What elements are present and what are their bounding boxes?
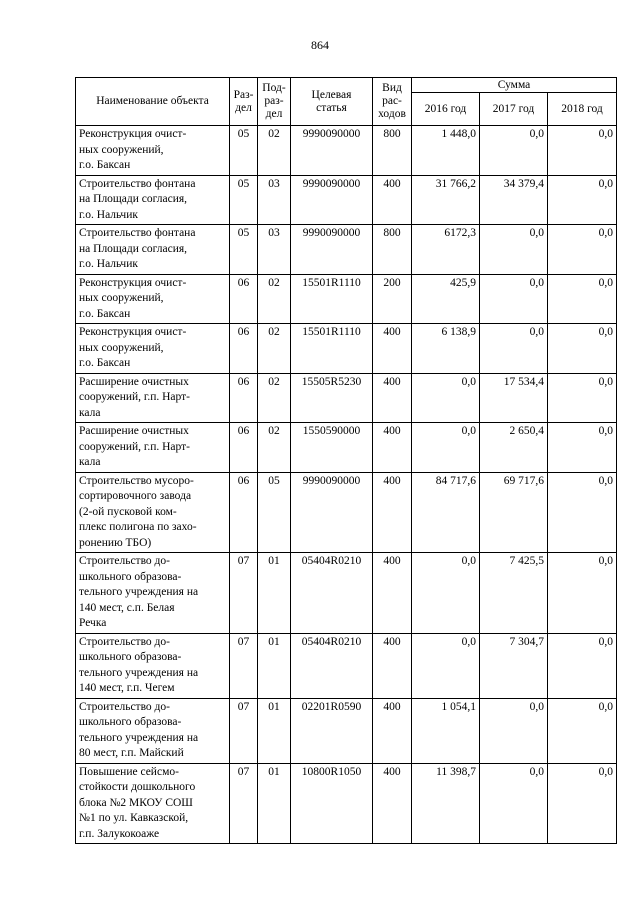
cell-podrazdel: 01: [258, 633, 291, 698]
cell-target: 9990090000: [291, 126, 373, 176]
header-razdel: Раз- дел: [230, 78, 258, 126]
table-row: [76, 472, 617, 553]
cell-y2016: 1 054,1: [412, 698, 480, 763]
cell-razdel: 07: [230, 633, 258, 698]
header-vid: Вид рас- ходов: [373, 78, 412, 126]
cell-podrazdel: 02: [258, 126, 291, 176]
cell-podrazdel: 02: [258, 324, 291, 374]
cell-podrazdel: 01: [258, 698, 291, 763]
cell-y2017: 0,0: [480, 324, 548, 374]
header-2016: 2016 год: [412, 93, 480, 126]
table-row: [76, 373, 617, 423]
cell-podrazdel: 02: [258, 274, 291, 324]
cell-y2017: 69 717,6: [480, 472, 548, 553]
cell-razdel: 06: [230, 274, 258, 324]
cell-podrazdel: 01: [258, 553, 291, 634]
cell-y2016: 0,0: [412, 373, 480, 423]
cell-y2016: 425,9: [412, 274, 480, 324]
cell-y2018: 0,0: [548, 324, 617, 374]
cell-y2017: 2 650,4: [480, 423, 548, 473]
table-row: [76, 225, 617, 275]
cell-name: Строительство до- школьного образова- тельного учреждения на 140 мест, г.п. Чегем: [76, 633, 230, 698]
cell-y2018: 0,0: [548, 423, 617, 473]
header-2017: 2017 год: [480, 93, 548, 126]
cell-y2016: 84 717,6: [412, 472, 480, 553]
cell-target: 02201R0590: [291, 698, 373, 763]
page-number: 864: [311, 38, 329, 52]
cell-vid: 800: [373, 225, 412, 275]
cell-y2018: 0,0: [548, 373, 617, 423]
cell-name: Повышение сейсмо- стойкости дошкольного блока №2 МКОУ СОШ №1 по ул. Кавказской, г.п. Залукокоаже: [76, 763, 230, 844]
cell-name: Строительство до- школьного образова- тельного учреждения на 80 мест, г.п. Майский: [76, 698, 230, 763]
cell-y2018: 0,0: [548, 274, 617, 324]
cell-target: 05404R0210: [291, 553, 373, 634]
cell-podrazdel: 03: [258, 225, 291, 275]
cell-podrazdel: 03: [258, 175, 291, 225]
cell-y2018: 0,0: [548, 553, 617, 634]
cell-razdel: 06: [230, 423, 258, 473]
cell-name: Строительство фонтана на Площади согласия, г.о. Нальчик: [76, 175, 230, 225]
cell-vid: 400: [373, 423, 412, 473]
cell-target: 15505R5230: [291, 373, 373, 423]
table-row: [76, 633, 617, 698]
cell-vid: 400: [373, 324, 412, 374]
cell-vid: 400: [373, 373, 412, 423]
cell-target: 15501R1110: [291, 274, 373, 324]
cell-y2016: 31 766,2: [412, 175, 480, 225]
cell-y2017: 0,0: [480, 763, 548, 844]
table-row: [76, 126, 617, 176]
cell-target: 05404R0210: [291, 633, 373, 698]
cell-name: Строительство мусоро- сортировочного завода (2-ой пусковой ком- плекс полигона по захо- ронению ТБО): [76, 472, 230, 553]
cell-y2017: 34 379,4: [480, 175, 548, 225]
cell-razdel: 05: [230, 175, 258, 225]
cell-name: Расширение очистных сооружений, г.п. Нарт- кала: [76, 423, 230, 473]
table-row: [76, 553, 617, 634]
cell-y2018: 0,0: [548, 633, 617, 698]
cell-vid: 400: [373, 633, 412, 698]
cell-razdel: 06: [230, 324, 258, 374]
cell-target: 10800R1050: [291, 763, 373, 844]
cell-vid: 800: [373, 126, 412, 176]
cell-name: Строительство фонтана на Площади согласия, г.о. Нальчик: [76, 225, 230, 275]
cell-y2017: 7 425,5: [480, 553, 548, 634]
cell-vid: 400: [373, 698, 412, 763]
cell-target: 15501R1110: [291, 324, 373, 374]
cell-razdel: 07: [230, 763, 258, 844]
cell-vid: 400: [373, 175, 412, 225]
table-row: [76, 763, 617, 844]
budget-table: [75, 77, 617, 844]
header-sum: Сумма: [412, 78, 617, 93]
cell-vid: 200: [373, 274, 412, 324]
cell-y2017: 7 304,7: [480, 633, 548, 698]
cell-y2018: 0,0: [548, 175, 617, 225]
cell-target: 1550590000: [291, 423, 373, 473]
cell-y2016: 6 138,9: [412, 324, 480, 374]
cell-y2017: 0,0: [480, 225, 548, 275]
cell-y2017: 17 534,4: [480, 373, 548, 423]
cell-y2018: 0,0: [548, 225, 617, 275]
table-row: [76, 274, 617, 324]
cell-y2016: 0,0: [412, 553, 480, 634]
cell-podrazdel: 02: [258, 423, 291, 473]
cell-y2018: 0,0: [548, 126, 617, 176]
header-name: Наименование объекта: [76, 78, 230, 126]
cell-y2018: 0,0: [548, 763, 617, 844]
cell-vid: 400: [373, 763, 412, 844]
cell-razdel: 06: [230, 373, 258, 423]
cell-y2018: 0,0: [548, 698, 617, 763]
cell-y2018: 0,0: [548, 472, 617, 553]
cell-y2017: 0,0: [480, 698, 548, 763]
cell-target: 9990090000: [291, 175, 373, 225]
cell-vid: 400: [373, 553, 412, 634]
table-row: [76, 324, 617, 374]
cell-y2016: 6172,3: [412, 225, 480, 275]
cell-razdel: 07: [230, 553, 258, 634]
cell-y2016: 1 448,0: [412, 126, 480, 176]
cell-y2017: 0,0: [480, 274, 548, 324]
header-2018: 2018 год: [548, 93, 617, 126]
header-target: Целевая статья: [291, 78, 373, 126]
table-row: [76, 698, 617, 763]
cell-y2016: 0,0: [412, 633, 480, 698]
table-row: [76, 423, 617, 473]
cell-target: 9990090000: [291, 472, 373, 553]
cell-podrazdel: 01: [258, 763, 291, 844]
cell-vid: 400: [373, 472, 412, 553]
header-podrazdel: Под- раз- дел: [258, 78, 291, 126]
table-row: [76, 175, 617, 225]
cell-name: Расширение очистных сооружений, г.п. Нарт- кала: [76, 373, 230, 423]
cell-y2016: 11 398,7: [412, 763, 480, 844]
cell-name: Реконструкция очист- ных сооружений, г.о. Баксан: [76, 324, 230, 374]
cell-name: Реконструкция очист- ных сооружений, г.о. Баксан: [76, 126, 230, 176]
cell-target: 9990090000: [291, 225, 373, 275]
cell-name: Строительство до- школьного образова- тельного учреждения на 140 мест, с.п. Белая Речка: [76, 553, 230, 634]
cell-name: Реконструкция очист- ных сооружений, г.о. Баксан: [76, 274, 230, 324]
cell-y2016: 0,0: [412, 423, 480, 473]
cell-razdel: 05: [230, 126, 258, 176]
cell-razdel: 07: [230, 698, 258, 763]
cell-razdel: 06: [230, 472, 258, 553]
cell-y2017: 0,0: [480, 126, 548, 176]
cell-podrazdel: 05: [258, 472, 291, 553]
cell-razdel: 05: [230, 225, 258, 275]
cell-podrazdel: 02: [258, 373, 291, 423]
